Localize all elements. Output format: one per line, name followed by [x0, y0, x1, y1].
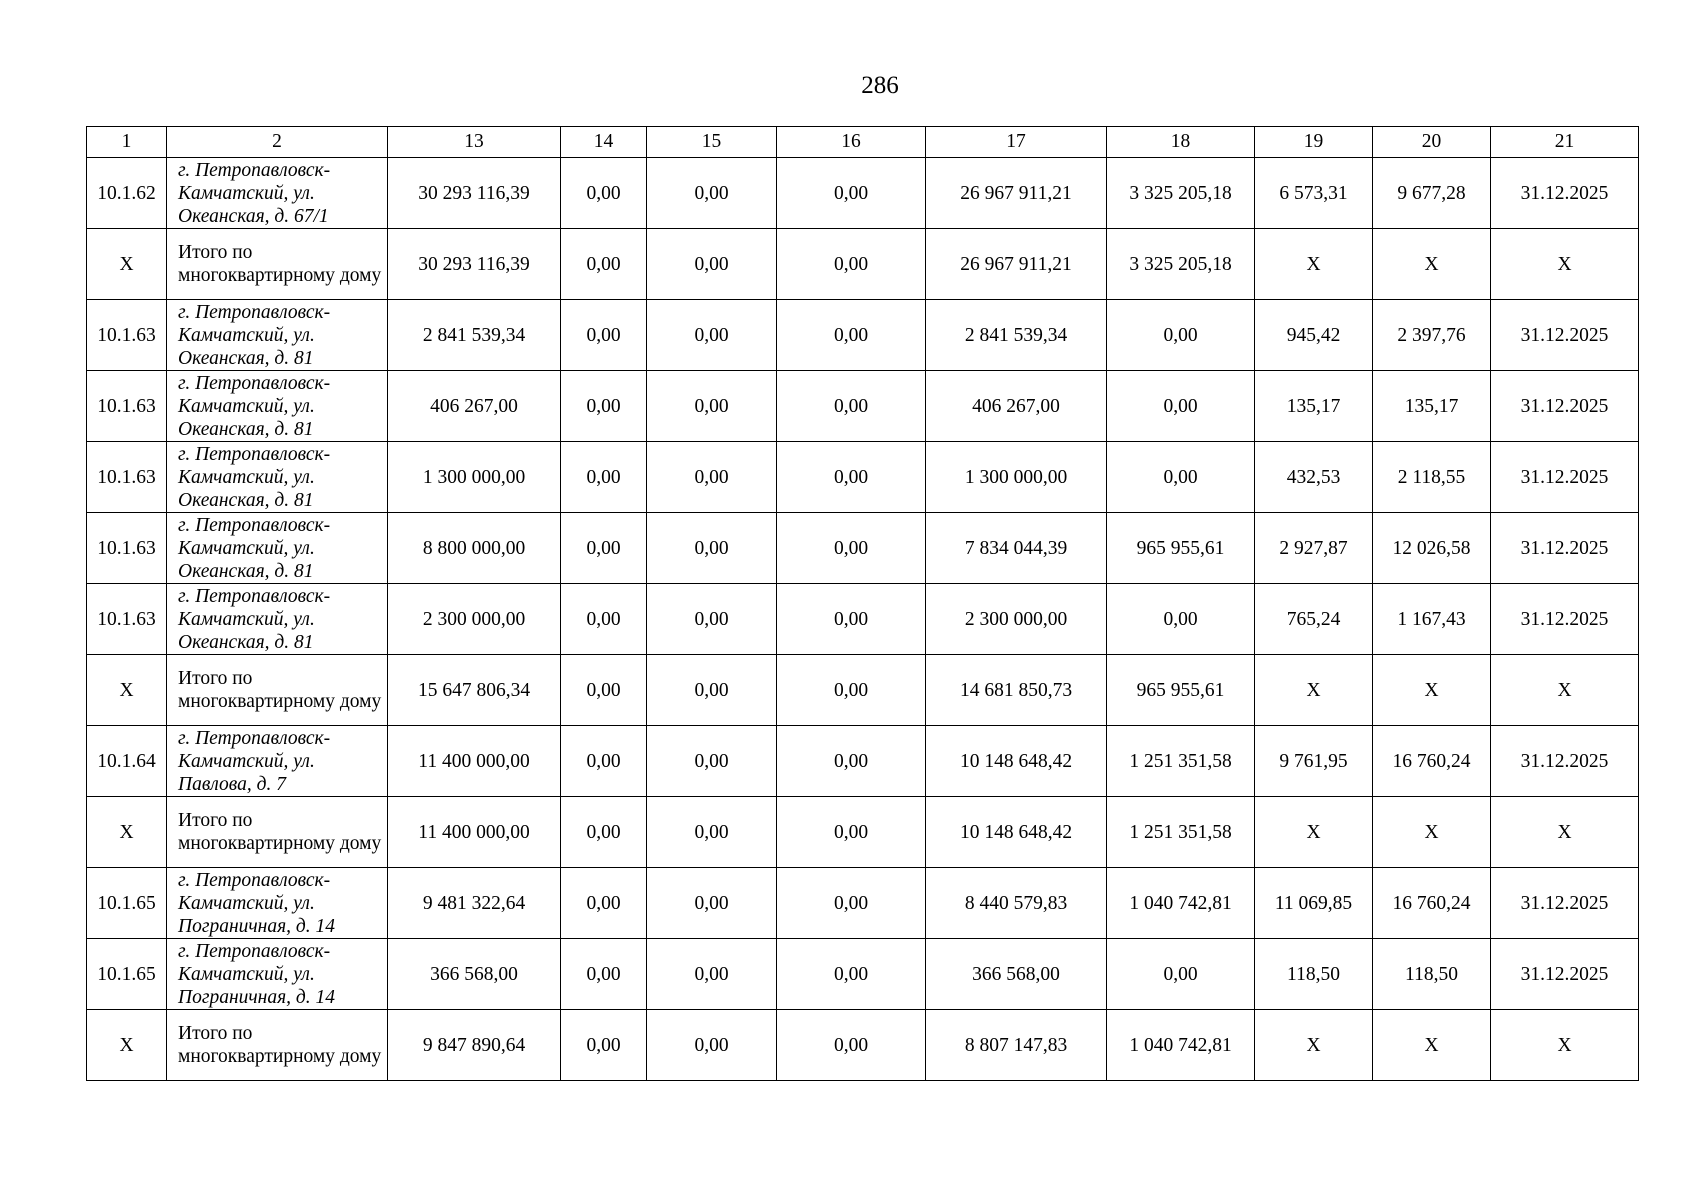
- col-21-cell: 31.12.2025: [1491, 371, 1639, 442]
- col-21-cell: 31.12.2025: [1491, 300, 1639, 371]
- address-cell: г. Петропавловск-Камчатский, ул. Пограничная, д. 14: [167, 939, 388, 1010]
- col-15-cell: 0,00: [647, 655, 777, 726]
- row-number-cell: 10.1.64: [87, 726, 167, 797]
- col-18-cell: 0,00: [1107, 584, 1255, 655]
- col-16-cell: 0,00: [777, 726, 926, 797]
- address-cell: г. Петропавловск-Камчатский, ул. Океанская, д. 81: [167, 300, 388, 371]
- col-20-cell: 16 760,24: [1373, 726, 1491, 797]
- header-cell: 2: [167, 127, 388, 158]
- col-21-cell: Х: [1491, 797, 1639, 868]
- address-cell: Итого по многоквартирному дому: [167, 229, 388, 300]
- total-row: [87, 229, 1639, 300]
- col-14-cell: 0,00: [561, 584, 647, 655]
- col-20-cell: 9 677,28: [1373, 158, 1491, 229]
- row-number-cell: 10.1.63: [87, 371, 167, 442]
- col-17-cell: 10 148 648,42: [926, 797, 1107, 868]
- col-19-cell: Х: [1255, 229, 1373, 300]
- col-18-cell: 1 040 742,81: [1107, 868, 1255, 939]
- col-15-cell: 0,00: [647, 371, 777, 442]
- col-14-cell: 0,00: [561, 939, 647, 1010]
- col-13-cell: 9 847 890,64: [388, 1010, 561, 1081]
- total-row: [87, 1010, 1639, 1081]
- col-20-cell: Х: [1373, 797, 1491, 868]
- header-cell: 18: [1107, 127, 1255, 158]
- col-15-cell: 0,00: [647, 158, 777, 229]
- col-16-cell: 0,00: [777, 229, 926, 300]
- col-14-cell: 0,00: [561, 229, 647, 300]
- col-20-cell: Х: [1373, 229, 1491, 300]
- col-18-cell: 0,00: [1107, 371, 1255, 442]
- col-16-cell: 0,00: [777, 442, 926, 513]
- col-13-cell: 15 647 806,34: [388, 655, 561, 726]
- col-15-cell: 0,00: [647, 300, 777, 371]
- col-16-cell: 0,00: [777, 513, 926, 584]
- col-17-cell: 2 300 000,00: [926, 584, 1107, 655]
- col-18-cell: 0,00: [1107, 442, 1255, 513]
- col-18-cell: 1 251 351,58: [1107, 797, 1255, 868]
- header-cell: 16: [777, 127, 926, 158]
- col-19-cell: 118,50: [1255, 939, 1373, 1010]
- table-row: [87, 300, 1639, 371]
- row-number-cell: 10.1.62: [87, 158, 167, 229]
- col-17-cell: 8 440 579,83: [926, 868, 1107, 939]
- col-13-cell: 30 293 116,39: [388, 229, 561, 300]
- col-20-cell: Х: [1373, 1010, 1491, 1081]
- col-15-cell: 0,00: [647, 229, 777, 300]
- col-17-cell: 26 967 911,21: [926, 158, 1107, 229]
- header-cell: 20: [1373, 127, 1491, 158]
- col-20-cell: 16 760,24: [1373, 868, 1491, 939]
- row-number-cell: Х: [87, 229, 167, 300]
- col-14-cell: 0,00: [561, 655, 647, 726]
- total-row: [87, 797, 1639, 868]
- col-19-cell: 9 761,95: [1255, 726, 1373, 797]
- table-row: [87, 513, 1639, 584]
- col-18-cell: 1 040 742,81: [1107, 1010, 1255, 1081]
- table-row: [87, 442, 1639, 513]
- col-13-cell: 11 400 000,00: [388, 797, 561, 868]
- col-18-cell: 3 325 205,18: [1107, 158, 1255, 229]
- col-17-cell: 7 834 044,39: [926, 513, 1107, 584]
- col-15-cell: 0,00: [647, 939, 777, 1010]
- col-14-cell: 0,00: [561, 300, 647, 371]
- col-15-cell: 0,00: [647, 584, 777, 655]
- header-cell: 17: [926, 127, 1107, 158]
- col-21-cell: 31.12.2025: [1491, 939, 1639, 1010]
- col-20-cell: 1 167,43: [1373, 584, 1491, 655]
- col-14-cell: 0,00: [561, 442, 647, 513]
- col-16-cell: 0,00: [777, 371, 926, 442]
- col-13-cell: 8 800 000,00: [388, 513, 561, 584]
- col-19-cell: 6 573,31: [1255, 158, 1373, 229]
- col-21-cell: 31.12.2025: [1491, 442, 1639, 513]
- col-16-cell: 0,00: [777, 655, 926, 726]
- col-19-cell: Х: [1255, 1010, 1373, 1081]
- col-19-cell: 135,17: [1255, 371, 1373, 442]
- header-cell: 14: [561, 127, 647, 158]
- col-17-cell: 1 300 000,00: [926, 442, 1107, 513]
- header-cell: 15: [647, 127, 777, 158]
- col-15-cell: 0,00: [647, 442, 777, 513]
- col-16-cell: 0,00: [777, 797, 926, 868]
- col-13-cell: 9 481 322,64: [388, 868, 561, 939]
- header-cell: 13: [388, 127, 561, 158]
- col-14-cell: 0,00: [561, 726, 647, 797]
- col-18-cell: 1 251 351,58: [1107, 726, 1255, 797]
- header-cell: 19: [1255, 127, 1373, 158]
- address-cell: г. Петропавловск-Камчатский, ул. Пограничная, д. 14: [167, 868, 388, 939]
- table-row: [87, 939, 1639, 1010]
- col-17-cell: 406 267,00: [926, 371, 1107, 442]
- header-cell: 21: [1491, 127, 1639, 158]
- col-14-cell: 0,00: [561, 513, 647, 584]
- col-17-cell: 26 967 911,21: [926, 229, 1107, 300]
- col-20-cell: 12 026,58: [1373, 513, 1491, 584]
- col-19-cell: 432,53: [1255, 442, 1373, 513]
- col-20-cell: Х: [1373, 655, 1491, 726]
- col-14-cell: 0,00: [561, 868, 647, 939]
- col-16-cell: 0,00: [777, 868, 926, 939]
- col-15-cell: 0,00: [647, 726, 777, 797]
- row-number-cell: Х: [87, 1010, 167, 1081]
- col-18-cell: 3 325 205,18: [1107, 229, 1255, 300]
- col-20-cell: 2 118,55: [1373, 442, 1491, 513]
- col-15-cell: 0,00: [647, 868, 777, 939]
- col-13-cell: 2 841 539,34: [388, 300, 561, 371]
- row-number-cell: 10.1.63: [87, 300, 167, 371]
- col-17-cell: 366 568,00: [926, 939, 1107, 1010]
- col-21-cell: Х: [1491, 1010, 1639, 1081]
- col-15-cell: 0,00: [647, 1010, 777, 1081]
- col-17-cell: 14 681 850,73: [926, 655, 1107, 726]
- col-21-cell: 31.12.2025: [1491, 726, 1639, 797]
- row-number-cell: 10.1.65: [87, 868, 167, 939]
- col-19-cell: 11 069,85: [1255, 868, 1373, 939]
- table-row: [87, 158, 1639, 229]
- row-number-cell: Х: [87, 655, 167, 726]
- address-cell: г. Петропавловск-Камчатский, ул. Океанская, д. 81: [167, 371, 388, 442]
- col-13-cell: 11 400 000,00: [388, 726, 561, 797]
- col-21-cell: Х: [1491, 655, 1639, 726]
- col-16-cell: 0,00: [777, 158, 926, 229]
- address-cell: г. Петропавловск-Камчатский, ул. Океанская, д. 67/1: [167, 158, 388, 229]
- col-13-cell: 1 300 000,00: [388, 442, 561, 513]
- address-cell: г. Петропавловск-Камчатский, ул. Океанская, д. 81: [167, 584, 388, 655]
- address-cell: Итого по многоквартирному дому: [167, 1010, 388, 1081]
- col-21-cell: 31.12.2025: [1491, 513, 1639, 584]
- col-14-cell: 0,00: [561, 1010, 647, 1081]
- row-number-cell: Х: [87, 797, 167, 868]
- address-cell: Итого по многоквартирному дому: [167, 655, 388, 726]
- col-16-cell: 0,00: [777, 1010, 926, 1081]
- col-18-cell: 0,00: [1107, 300, 1255, 371]
- table-row: [87, 726, 1639, 797]
- col-19-cell: 2 927,87: [1255, 513, 1373, 584]
- col-14-cell: 0,00: [561, 158, 647, 229]
- col-18-cell: 965 955,61: [1107, 513, 1255, 584]
- table-row: [87, 371, 1639, 442]
- header-cell: 1: [87, 127, 167, 158]
- address-cell: г. Петропавловск-Камчатский, ул. Океанская, д. 81: [167, 513, 388, 584]
- col-19-cell: Х: [1255, 797, 1373, 868]
- page-number: 286: [861, 72, 899, 99]
- col-18-cell: 0,00: [1107, 939, 1255, 1010]
- row-number-cell: 10.1.65: [87, 939, 167, 1010]
- col-21-cell: 31.12.2025: [1491, 158, 1639, 229]
- col-17-cell: 8 807 147,83: [926, 1010, 1107, 1081]
- col-13-cell: 366 568,00: [388, 939, 561, 1010]
- table-row: [87, 868, 1639, 939]
- address-cell: Итого по многоквартирному дому: [167, 797, 388, 868]
- address-cell: г. Петропавловск-Камчатский, ул. Павлова, д. 7: [167, 726, 388, 797]
- row-number-cell: 10.1.63: [87, 442, 167, 513]
- col-13-cell: 30 293 116,39: [388, 158, 561, 229]
- col-15-cell: 0,00: [647, 797, 777, 868]
- col-18-cell: 965 955,61: [1107, 655, 1255, 726]
- col-19-cell: 765,24: [1255, 584, 1373, 655]
- col-17-cell: 2 841 539,34: [926, 300, 1107, 371]
- table-row: [87, 584, 1639, 655]
- address-cell: г. Петропавловск-Камчатский, ул. Океанская, д. 81: [167, 442, 388, 513]
- col-19-cell: 945,42: [1255, 300, 1373, 371]
- col-21-cell: Х: [1491, 229, 1639, 300]
- total-row: [87, 655, 1639, 726]
- col-17-cell: 10 148 648,42: [926, 726, 1107, 797]
- col-14-cell: 0,00: [561, 797, 647, 868]
- col-16-cell: 0,00: [777, 939, 926, 1010]
- header-row: [87, 127, 1639, 158]
- col-20-cell: 2 397,76: [1373, 300, 1491, 371]
- col-19-cell: Х: [1255, 655, 1373, 726]
- data-table: [86, 126, 1639, 1081]
- row-number-cell: 10.1.63: [87, 513, 167, 584]
- col-14-cell: 0,00: [561, 371, 647, 442]
- col-13-cell: 406 267,00: [388, 371, 561, 442]
- table-header: [87, 127, 1639, 158]
- col-16-cell: 0,00: [777, 584, 926, 655]
- table-body: [87, 158, 1639, 1081]
- col-16-cell: 0,00: [777, 300, 926, 371]
- col-15-cell: 0,00: [647, 513, 777, 584]
- col-20-cell: 135,17: [1373, 371, 1491, 442]
- col-21-cell: 31.12.2025: [1491, 584, 1639, 655]
- col-13-cell: 2 300 000,00: [388, 584, 561, 655]
- row-number-cell: 10.1.63: [87, 584, 167, 655]
- col-21-cell: 31.12.2025: [1491, 868, 1639, 939]
- col-20-cell: 118,50: [1373, 939, 1491, 1010]
